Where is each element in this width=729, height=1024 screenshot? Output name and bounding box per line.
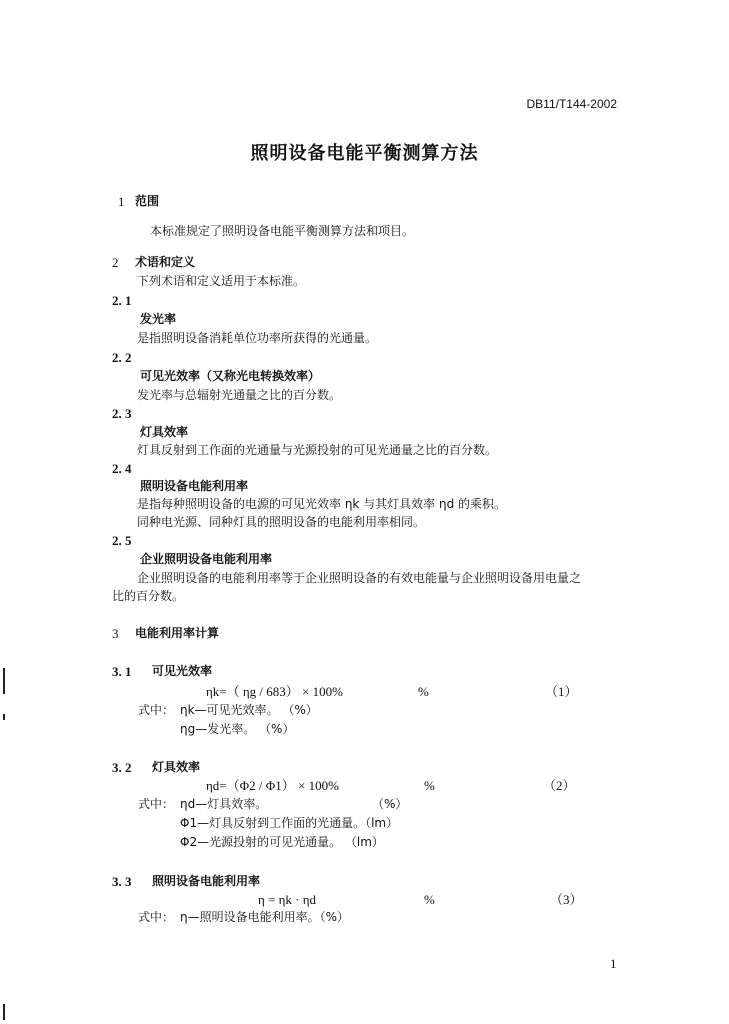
term-2-1-number: 2. 1 bbox=[112, 293, 132, 308]
term-2-2-definition: 发光率与总辐射光通量之比的百分数。 bbox=[137, 388, 342, 402]
formula-2-unit: % bbox=[424, 778, 435, 793]
subsection-3-1-number: 3. 1 bbox=[112, 664, 132, 679]
section-1-text: 本标准规定了照明设备电能平衡测算方法和项目。 bbox=[150, 224, 415, 238]
term-2-5-definition-1: 企业照明设备的电能利用率等于企业照明设备的有效电能量与企业照明设备用电量之 bbox=[137, 571, 582, 585]
equation-1-number: （1） bbox=[545, 684, 578, 699]
term-2-3-title: 灯具效率 bbox=[140, 425, 189, 439]
term-2-4-definition-2: 同种电光源、同种灯具的照明设备的电能利用率相同。 bbox=[137, 515, 426, 529]
document-title: 照明设备电能平衡测算方法 bbox=[250, 143, 479, 164]
formula-1-variable-1: ηk—可见光效率。 （%） bbox=[180, 703, 318, 717]
term-2-2-title: 可见光效率（又称光电转换效率） bbox=[140, 369, 321, 383]
section-3-number: 3 bbox=[112, 626, 119, 641]
subsection-3-1-heading: 可见光效率 bbox=[152, 664, 213, 678]
term-2-4-number: 2. 4 bbox=[112, 461, 132, 476]
section-2-heading: 术语和定义 bbox=[135, 255, 196, 269]
standard-code: DB11/T144-2002 bbox=[526, 97, 617, 111]
formula-3-where: 式中： bbox=[138, 910, 175, 924]
equation-3-number: （3） bbox=[550, 892, 583, 907]
formula-2-variable-1-unit: （%） bbox=[372, 797, 408, 811]
formula-2-where: 式中： bbox=[138, 797, 175, 811]
term-2-1-title: 发光率 bbox=[140, 312, 177, 326]
equation-2-number: （2） bbox=[543, 778, 576, 793]
term-2-3-number: 2. 3 bbox=[112, 406, 132, 421]
formula-2: ηd=（Φ2 / Φ1） × 100% bbox=[206, 778, 339, 793]
formula-2-variable-1: ηd—灯具效率。 bbox=[180, 797, 268, 811]
subsection-3-3-heading: 照明设备电能利用率 bbox=[152, 874, 261, 888]
scan-artifact-mark bbox=[3, 714, 5, 720]
formula-1-where: 式中： bbox=[138, 703, 175, 717]
section-2-intro: 下列术语和定义适用于本标准。 bbox=[137, 274, 306, 288]
formula-1-unit: % bbox=[418, 684, 429, 699]
formula-3-unit: % bbox=[424, 892, 435, 907]
formula-2-variable-2: Φ1—灯具反射到工作面的光通量。（lm） bbox=[180, 816, 399, 830]
term-2-3-definition: 灯具反射到工作面的光通量与光源投射的可见光通量之比的百分数。 bbox=[137, 443, 498, 457]
formula-1-variable-2: ηg—发光率。 （%） bbox=[180, 722, 295, 736]
subsection-3-2-heading: 灯具效率 bbox=[152, 760, 201, 774]
formula-3-variable-1: η—照明设备电能利用率。（%） bbox=[180, 910, 350, 924]
formula-1: ηk=（ ηg / 683） × 100% bbox=[206, 684, 343, 699]
page-number: 1 bbox=[610, 956, 617, 971]
subsection-3-3-number: 3. 3 bbox=[112, 874, 132, 889]
section-1-number: 1 bbox=[118, 194, 125, 209]
section-3-heading: 电能利用率计算 bbox=[135, 626, 220, 640]
term-2-5-definition-2: 比的百分数。 bbox=[112, 589, 185, 603]
formula-3: η = ηk · ηd bbox=[258, 892, 317, 907]
subsection-3-2-number: 3. 2 bbox=[112, 760, 132, 775]
section-1-heading: 范围 bbox=[135, 194, 160, 208]
term-2-4-definition-1: 是指每种照明设备的电源的可见光效率 ηk 与其灯具效率 ηd 的乘积。 bbox=[137, 497, 507, 511]
term-2-5-number: 2. 5 bbox=[112, 533, 132, 548]
section-2-number: 2 bbox=[112, 255, 119, 270]
term-2-1-definition: 是指照明设备消耗单位功率所获得的光通量。 bbox=[137, 331, 378, 345]
term-2-5-title: 企业照明设备电能利用率 bbox=[140, 552, 273, 566]
term-2-2-number: 2. 2 bbox=[112, 350, 132, 365]
formula-2-variable-3: Φ2—光源投射的可见光通量。 （lm） bbox=[180, 835, 384, 849]
scan-artifact-mark bbox=[3, 668, 5, 694]
term-2-4-title: 照明设备电能利用率 bbox=[140, 479, 249, 493]
scan-artifact-mark bbox=[3, 1004, 5, 1020]
